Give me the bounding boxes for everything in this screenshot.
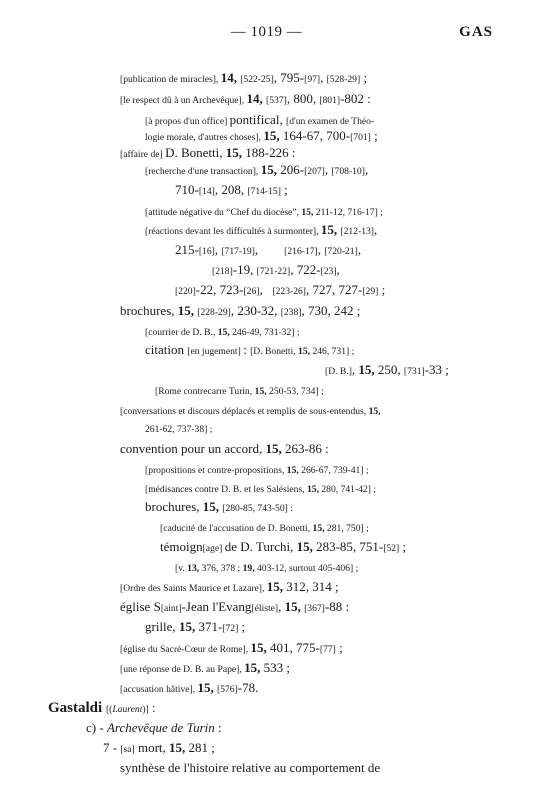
index-text: 266-67, 739-41] ; (301, 465, 369, 476)
index-line (175, 182, 288, 200)
index-line (120, 660, 290, 678)
index-text: [conversations et discours déplacés et remplis de sous-entendus, (120, 406, 369, 417)
index-text: [29] (362, 286, 379, 297)
index-line (120, 760, 380, 776)
index-text: [708-10] (331, 166, 365, 177)
index-text: Laurent (112, 704, 143, 715)
index-line (145, 203, 383, 221)
index-text: 250-53, 734] ; (269, 386, 324, 397)
index-text: [le respect dû à un Archevêque], (120, 95, 247, 106)
index-text: [576] (217, 684, 238, 695)
index-line (145, 499, 293, 517)
index-text: [714-15] (247, 186, 281, 197)
index-text: 281 ; (188, 740, 215, 755)
index-text: , 800, (286, 91, 320, 106)
index-text: [223-26] (272, 286, 307, 297)
index-text: [52] (383, 543, 400, 554)
index-text: 261-62, 737-38] ; (145, 424, 213, 435)
index-text: 15, (296, 539, 317, 554)
index-text: , 730, 242 ; (301, 303, 361, 318)
index-text: [97] (304, 74, 321, 85)
index-text: [age] (202, 543, 225, 554)
index-line (175, 242, 361, 260)
index-text: Archevêque de Turin (106, 720, 215, 735)
index-line (120, 70, 367, 88)
index-text: 15, (298, 346, 313, 357)
index-text: [attitude négative du “Chef du diocèse”, (145, 207, 302, 218)
index-text: -22, 723- (195, 282, 244, 297)
index-text: synthèse de l'histoire relative au comportement de (120, 760, 381, 775)
index-text: c) - (86, 720, 107, 735)
index-text: [717-19] (221, 246, 255, 257)
index-text: 15, (254, 386, 270, 397)
index-text: , 727, 727- (306, 282, 363, 297)
index-text: 246-49, 731-32] ; (232, 327, 300, 338)
index-line (120, 145, 295, 163)
index-text: 15, (244, 660, 264, 675)
index-line (120, 599, 349, 617)
index-text: 533 ; (263, 660, 291, 675)
running-head: GAS (459, 24, 493, 40)
index-text: [72] (222, 623, 239, 634)
index-text: 15, (306, 484, 322, 495)
index-text: [26] (243, 286, 260, 297)
index-text: , (214, 242, 222, 257)
index-text: [médisances contre D. B. et les Salésiens, (145, 484, 307, 495)
index-text: [721-22] (256, 266, 291, 277)
index-text: 15, (301, 207, 316, 218)
index-text: 206- (280, 162, 305, 177)
page-number: — 1019 — (230, 24, 303, 40)
index-text: [courrier de D. B., (145, 327, 218, 338)
index-line (175, 282, 385, 300)
index-text: [D. Bonetti, (250, 346, 299, 357)
index-text: 250, (377, 362, 404, 377)
index-text: [Rome contrecarre Turin, (155, 386, 255, 397)
index-text: 15, (217, 327, 233, 338)
index-text: 15, (320, 222, 341, 237)
index-line (175, 559, 358, 577)
index-text: église S (120, 599, 161, 614)
index-text: logie morale, d'autres choses], (145, 132, 264, 143)
index-text: 15, (225, 145, 246, 160)
index-text: : (148, 700, 156, 715)
index-text: : (214, 720, 222, 735)
index-text: [( (105, 704, 113, 715)
index-line (145, 619, 245, 637)
index-text: [église du Sacré-Cœur de Rome], (120, 644, 251, 655)
index-text: , 208, (214, 182, 248, 197)
index-text: 14, (220, 70, 241, 85)
index-text: 15, (266, 579, 287, 594)
index-text: ; (378, 282, 386, 297)
index-text: , (317, 242, 325, 257)
index-text: : (243, 342, 251, 357)
index-text: grille, (145, 619, 179, 634)
index-text: de D. Turchi, (224, 539, 297, 554)
index-text: [publication de miracles], (120, 74, 221, 85)
index-line (120, 303, 360, 321)
index-text: [réactions devant les difficultés à surmonter], (145, 226, 321, 237)
index-text: , (364, 162, 369, 177)
index-line (145, 128, 378, 146)
index-text: [14] (198, 186, 215, 197)
index-text: [Ordre des Saints Maurice et Lazare], (120, 583, 267, 594)
index-line (145, 420, 212, 438)
index-text: 15, (263, 128, 283, 143)
index-text: [16] (198, 246, 215, 257)
index-text: [d'un examen de Théo- (286, 116, 375, 127)
index-text: 19, (242, 563, 257, 574)
index-text: [aint] (160, 603, 182, 614)
index-text: [à propos d'un office] (145, 116, 230, 127)
index-text: 211-12, 716-17] ; (315, 207, 383, 218)
index-text: pontifical, (229, 112, 286, 127)
index-text: [une réponse de D. B. au Pape], (120, 664, 245, 675)
index-text: convention pour un accord, (120, 441, 266, 456)
index-line (120, 680, 258, 698)
index-text: Gastaldi (48, 700, 106, 716)
index-line (160, 539, 406, 557)
index-text: )] (142, 704, 149, 715)
index-text: ; (360, 70, 368, 85)
index-text: 15, (197, 680, 218, 695)
index-text: [280-85, 743-50] : (222, 503, 293, 514)
index-text: 15, (202, 499, 223, 514)
index-text: ; (238, 619, 246, 634)
index-line (120, 579, 339, 597)
index-text: 403-12, surtout 405-406] ; (257, 563, 359, 574)
index-text: , 722- (290, 262, 321, 277)
index-text: -Jean l'Evang (181, 599, 252, 614)
index-text: , (357, 242, 362, 257)
index-text: [218] (212, 266, 233, 277)
index-text: , (278, 599, 285, 614)
index-text: , (320, 70, 327, 85)
index-text: 15, (177, 303, 198, 318)
index-text: mort, (134, 740, 170, 755)
index-text: 280, 741-42] ; (321, 484, 377, 495)
index-line (120, 402, 381, 420)
index-text: 710- (175, 182, 199, 197)
index-text: D. Bonetti, (165, 145, 226, 160)
index-text: [228-29] (197, 307, 231, 318)
index-text: 376, 378 ; (201, 563, 243, 574)
index-line (120, 640, 343, 658)
index-text: ; (335, 640, 343, 655)
index-text: 15, (265, 441, 285, 456)
index-line (48, 700, 156, 718)
index-text: [720-21] (324, 246, 358, 257)
index-text: , 230-32, (230, 303, 281, 318)
index-text: -78. (237, 680, 259, 695)
index-text: 7 - (103, 740, 121, 755)
index-text: [sa] (120, 744, 135, 755)
index-text: [éliste] (251, 603, 279, 614)
index-line (145, 480, 376, 498)
index-text: 15, (286, 465, 302, 476)
index-text: [v. (175, 563, 188, 574)
index-text: [216-17] (284, 246, 318, 257)
index-text: ; (370, 128, 378, 143)
index-line (145, 342, 354, 360)
index-line (103, 740, 215, 758)
index-text: , (324, 162, 332, 177)
index-text: , (374, 222, 378, 237)
index-text: [77] (319, 644, 336, 655)
index-line (145, 323, 300, 341)
index-text: [701] (350, 132, 371, 143)
index-text: [537] (266, 95, 287, 106)
index-text: [23] (320, 266, 337, 277)
index-line (120, 91, 371, 109)
index-text: -19, (232, 262, 257, 277)
index-text: 401, 775- (270, 640, 320, 655)
index-text: 312, 314 ; (286, 579, 339, 594)
index-text: 15, (169, 740, 189, 755)
index-text: ; (280, 182, 288, 197)
index-text: 263-86 : (284, 441, 329, 456)
index-line (86, 720, 222, 736)
index-text: 188-226 : (245, 145, 296, 160)
index-text: 13, (187, 563, 202, 574)
index-text: 215- (175, 242, 199, 257)
index-text: 15, (250, 640, 271, 655)
index-text: -88 : (324, 599, 350, 614)
index-text: [propositions et contre-propositions, (145, 465, 287, 476)
index-text: 15, (260, 162, 281, 177)
index-text: [731] (403, 366, 425, 377)
index-text: [207] (304, 166, 325, 177)
index-line (120, 441, 329, 457)
index-line (145, 222, 377, 240)
page-header (0, 24, 533, 46)
index-text: 283-85, 751- (316, 539, 384, 554)
index-text: 15, (284, 599, 305, 614)
index-text: [affaire de] (120, 149, 166, 160)
index-text: [220] (175, 286, 196, 297)
index-text: [367] (304, 603, 325, 614)
index-text: [212-13] (340, 226, 374, 237)
index-text: [528-29] (326, 74, 361, 85)
index-text: [caducité de l'accusation de D. Bonetti, (160, 523, 313, 534)
index-text: citation (145, 342, 188, 357)
index-text: 164-67, 700- (282, 128, 351, 143)
index-text: [238] (280, 307, 302, 318)
index-text: 14, (246, 91, 267, 106)
index-line (155, 382, 324, 400)
index-text: [D. B.] (325, 366, 352, 377)
index-text: -802 : (340, 91, 371, 106)
index-text: 15, (368, 406, 381, 417)
index-text: 15, (312, 523, 327, 534)
index-text: [801] (319, 95, 341, 106)
index-text: [522-25] (240, 74, 274, 85)
index-line (145, 162, 368, 180)
index-text: témoign (160, 539, 203, 554)
index-text: 15, (358, 362, 378, 377)
index-text: brochures, (120, 303, 178, 318)
index-line (212, 262, 340, 280)
index-text: , (351, 362, 359, 377)
index-text: -33 ; (424, 362, 449, 377)
index-text: brochures, (145, 499, 203, 514)
index-line (160, 519, 369, 537)
index-line (145, 461, 369, 479)
index-text: ; (399, 539, 407, 554)
index-text: , (336, 262, 340, 277)
index-text: , 795- (273, 70, 305, 85)
index-text: 371- (198, 619, 223, 634)
index-line (325, 362, 449, 380)
index-text: 15, (178, 619, 199, 634)
index-text: 281, 750] ; (326, 523, 369, 534)
index-text: [en jugement] (187, 346, 244, 357)
index-text: [recherche d'une transaction], (145, 166, 261, 177)
index-text: , (259, 282, 273, 297)
index-text: 246, 731] ; (312, 346, 355, 357)
index-text: [accusation hâtive], (120, 684, 198, 695)
index-text: , (254, 242, 285, 257)
